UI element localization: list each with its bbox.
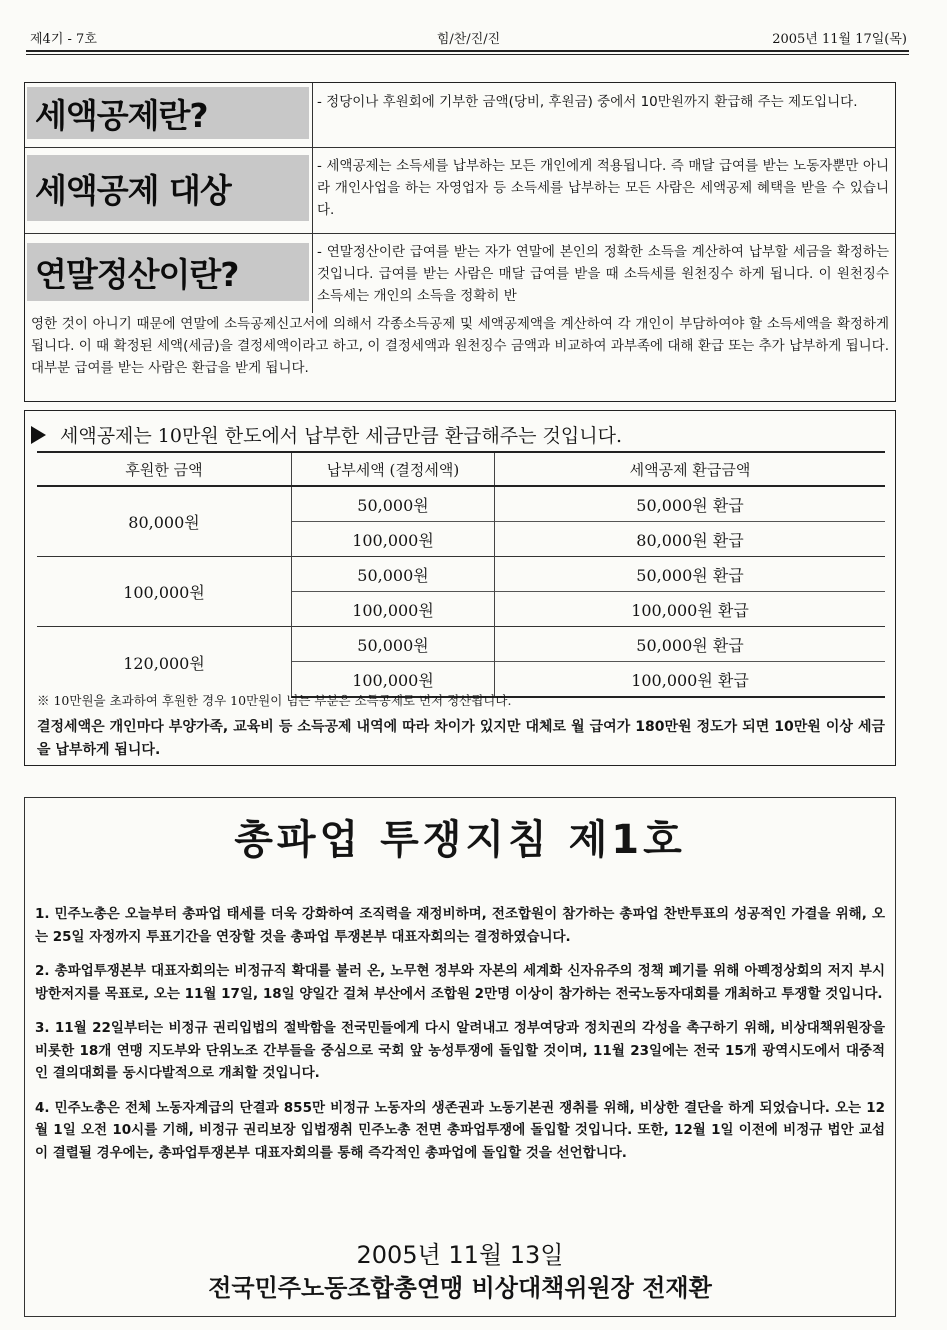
guideline-item: 1. 민주노총은 오늘부터 총파업 태세를 더욱 강화하여 조직력을 재정비하며, 전조합원이 참가하는 총파업 찬반투표의 성공적인 가결을 위해, 오는 25일 자정까지 투표기간을 연장할 것을 총파업 투쟁본부 대표자회의는 결정하였습니다. bbox=[35, 906, 885, 945]
definition-text: - 연말정산이란 급여를 받는 자가 연말에 본인의 정확한 소득을 계산하여 납부할 세금을 확정하는 것입니다. 급여를 받는 사람은 매달 급여를 받을 때 소득세를 원천징수 하게 됩니다. 이 원천징수소득세는 개인의 소득을 정확히 반 bbox=[317, 244, 889, 304]
guideline-item: 3. 11월 22일부터는 비정규 권리입법의 절박함을 전국민들에게 다시 알려내고 정부여당과 정치권의 각성을 촉구하기 위해, 비상대책위원장을 비롯한 18개 연맹 지도부와 단위노조 간부들을 중심으로 국회 앞 농성투쟁에 돌입할 것이며, 11월 23일에는 전국 15개 광역시도에서 대중적인 결의대회를 동시다발적으로 개최할 것입니다. bbox=[35, 1020, 885, 1081]
row-separator bbox=[25, 233, 895, 234]
issue-date: 2005년 11월 17일(목) bbox=[772, 32, 907, 47]
newsletter-name: 힘/찬/진/진 bbox=[436, 32, 501, 47]
definition-label: 세액공제 대상 bbox=[27, 155, 309, 221]
triangle-bullet-icon bbox=[31, 426, 46, 444]
refund-cell: 100,000원 환급 bbox=[495, 592, 886, 627]
definition-row bbox=[25, 235, 895, 315]
strike-guideline-box bbox=[24, 797, 896, 1317]
tax-cell: 100,000원 bbox=[292, 522, 495, 557]
guideline-item: 4. 민주노총은 전체 노동자계급의 단결과 855만 비정규 노동자의 생존권과 노동기본권 쟁취를 위해, 비상한 결단을 하게 되었습니다. 오는 12월 1일 오전 10시를 기해, 비정규 권리보장 입법쟁취 민주노총 전면 총파업투쟁에 돌입할 것입니다. 또한, 12월 1일 이전에 비정규 법안 교섭이 결렬될 경우에는, 총파업투쟁본부 대표자회의를 통해 즉각적인 총파업에 돌입할 것을 선언합니다. bbox=[35, 1099, 885, 1161]
refund-cell: 80,000원 환급 bbox=[495, 522, 886, 557]
guideline-item: 2. 총파업투쟁본부 대표자회의는 비정규직 확대를 불러 온, 노무현 정부와 자본의 세계화 신자유주의 정책 폐기를 위해 아펙정상회의 저지 부시 방한저지를 목표로, 오는 11월 17일, 18일 양일간 걸쳐 부산에서 조합원 2만명 이상이 참가하는 전국노동자대회를 개최하고 투쟁할 것입니다. bbox=[35, 963, 885, 1002]
definition-label: 연말정산이란? bbox=[27, 243, 309, 301]
column-header: 후원한 금액 bbox=[37, 452, 292, 486]
strike-title: 총파업 투쟁지침 제1호 bbox=[234, 817, 686, 863]
refund-cell: 100,000원 환급 bbox=[495, 662, 886, 698]
header-rule bbox=[26, 50, 909, 52]
definition-text: - 세액공제는 소득세를 납부하는 모든 개인에게 적용됩니다. 즉 매달 급여를 받는 노동자뿐만 아니라 개인사업을 하는 자영업자 등 소득세를 납부하는 모든 사람은 세액공제 혜택을 받을 수 있습니다. bbox=[317, 158, 889, 218]
donation-cell: 100,000원 bbox=[37, 557, 292, 627]
refund-note: ※ 10만원을 초과하여 후원한 경우 10만원이 넘는 부분은 소득공제로 먼저 정산됩니다. bbox=[37, 693, 512, 708]
refund-table bbox=[37, 451, 885, 698]
refund-box bbox=[24, 410, 896, 766]
tax-cell: 50,000원 bbox=[292, 627, 495, 662]
definition-text: - 정당이나 후원회에 기부한 금액(당비, 후원금) 중에서 10만원까지 환급해 주는 제도입니다. bbox=[317, 94, 858, 110]
issue-number: 제4기 - 7호 bbox=[30, 32, 97, 47]
tax-cell: 100,000원 bbox=[292, 592, 495, 627]
donation-cell: 120,000원 bbox=[37, 627, 292, 698]
tax-cell: 100,000원 bbox=[292, 662, 495, 698]
page-header bbox=[30, 28, 907, 50]
tax-cell: 50,000원 bbox=[292, 486, 495, 522]
table-row bbox=[37, 486, 885, 522]
definitions-box bbox=[24, 82, 896, 402]
definition-row bbox=[25, 83, 895, 145]
column-header: 세액공제 환급금액 bbox=[495, 452, 886, 486]
tax-cell: 50,000원 bbox=[292, 557, 495, 592]
refund-paragraph: 결정세액은 개인마다 부양가족, 교육비 등 소득공제 내역에 따라 차이가 있지만 대체로 월 급여가 180만원 정도가 되면 10만원 이상 세금을 납부하게 됩니다. bbox=[37, 719, 885, 758]
signature-line: 전국민주노동조합총연맹 비상대책위원장 전재환 bbox=[208, 1274, 712, 1302]
donation-cell: 80,000원 bbox=[37, 486, 292, 557]
refund-cell: 50,000원 환급 bbox=[495, 627, 886, 662]
table-row bbox=[37, 627, 885, 662]
row-separator bbox=[25, 147, 895, 148]
table-header-row bbox=[37, 452, 885, 486]
column-header: 납부세액 (결정세액) bbox=[292, 452, 495, 486]
header-rule-thin bbox=[26, 54, 909, 55]
definition-row bbox=[25, 149, 895, 231]
refund-cell: 50,000원 환급 bbox=[495, 557, 886, 592]
refund-heading bbox=[31, 421, 622, 448]
definition-label: 세액공제란? bbox=[27, 87, 309, 139]
refund-heading-text: 세액공제는 10만원 한도에서 납부한 세금만큼 환급해주는 것입니다. bbox=[60, 425, 623, 447]
refund-cell: 50,000원 환급 bbox=[495, 486, 886, 522]
guideline-list bbox=[35, 903, 885, 1176]
definition-continuation: 영한 것이 아니기 때문에 연말에 소득공제신고서에 의해서 각종소득공제 및 세액공제액을 계산하여 각 개인이 부담하여야 할 소득세액을 확정하게 됩니다. 이 때 확정된 세액(세금)을 결정세액이라고 하고, 이 결정세액과 원천징수 금액과 비교하여 과부족에 대해 환급 또는 추가 납부하게 됩니다. 대부분 급여를 받는 사람은 환급을 받게 됩니다. bbox=[31, 316, 889, 376]
table-row bbox=[37, 557, 885, 592]
declaration-date: 2005년 11월 13일 bbox=[356, 1241, 564, 1269]
